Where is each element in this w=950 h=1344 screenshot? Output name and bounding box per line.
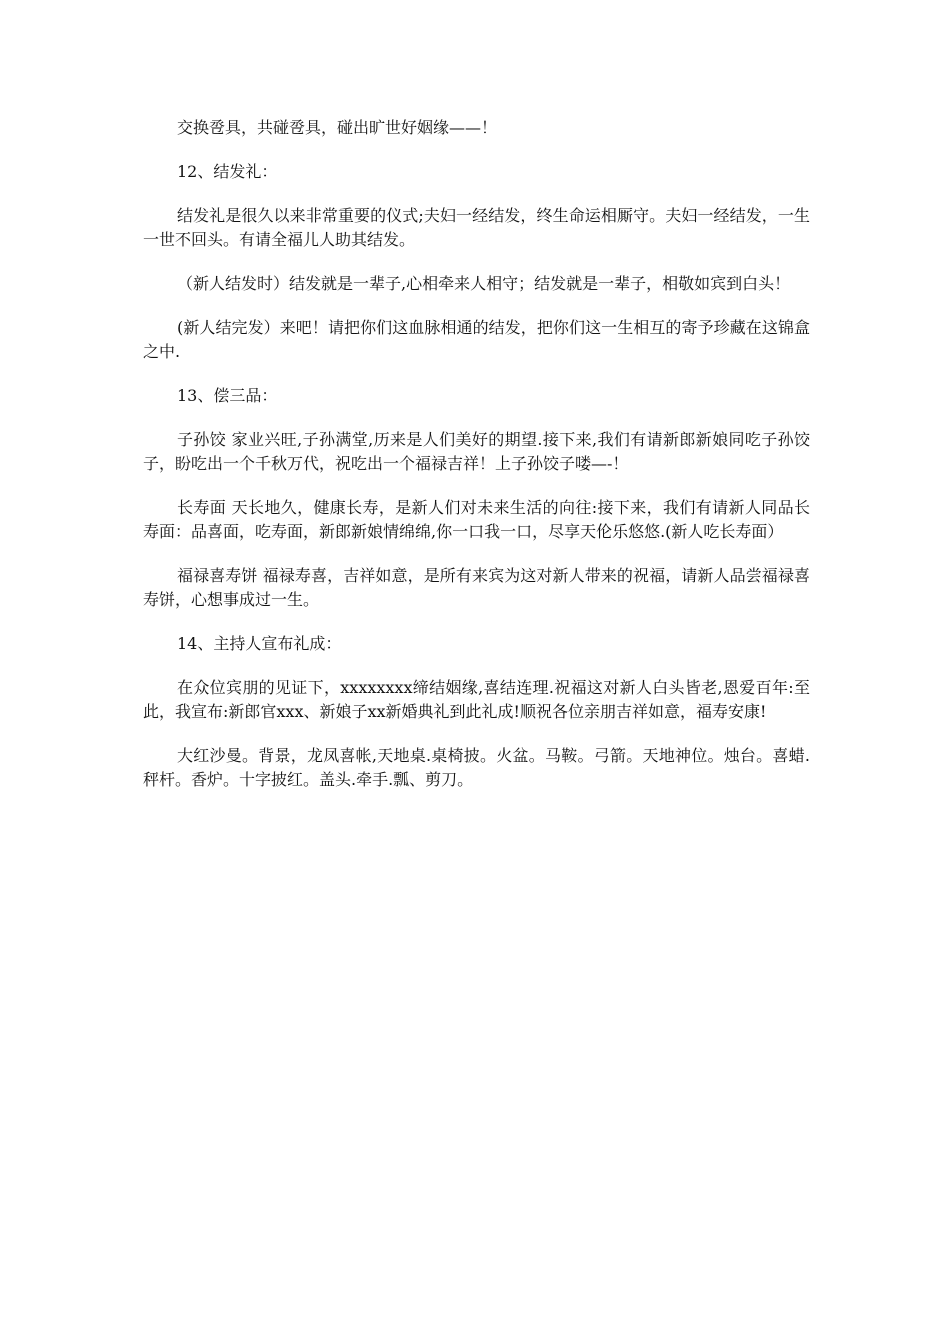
section-heading-14: 14、主持人宣布礼成： [177,634,342,653]
paragraph-hair-tying: （新人结发时）结发就是一辈子,心相牵来人相守；结发就是一辈子，相敬如宾到白头！ [177,274,791,293]
paragraph-exchange-cups: 交换卺具，共碰卺具，碰出旷世好姻缘——！ [177,118,498,137]
paragraph-dumplings: 子孙饺 家业兴旺,子孙满堂,历来是人们美好的期望.接下来,我们有请新郎新娘同吃子孙饺子，盼吃出一个千秋万代，祝吃出一个福禄吉祥！上子孙饺子喽—-！ [143,430,810,473]
section-heading-13: 13、偿三品： [177,386,278,405]
paragraph-hair-ritual: 结发礼是很久以来非常重要的仪式;夫妇一经结发，终生命运相厮守。夫妇一经结发，一生一世不回头。有请全福儿人助其结发。 [143,206,810,249]
section-heading-12: 12、结发礼： [177,162,278,181]
paragraph-ceremony-complete: 在众位宾朋的见证下，xxxxxxxx缔结姻缘,喜结连理.祝福这对新人白头皆老,恩爱百年:至此，我宣布:新郎官xxx、新娘子xx新婚典礼到此礼成!顺祝各位亲朋吉祥如意，福寿安康! [143,678,810,721]
paragraph-longevity-noodles: 长寿面 天长地久，健康长寿，是新人们对未来生活的向往:接下来，我们有请新人同品长寿面：品喜面，吃寿面，新郎新娘情绵绵,你一口我一口，尽享天伦乐悠悠.(新人吃长寿面） [143,498,810,541]
document-body [143,116,810,812]
paragraph-props-list: 大红沙曼。背景，龙凤喜帐,天地桌.桌椅披。火盆。马鞍。弓箭。天地神位。烛台。喜蜡.秤杆。香炉。十字披红。盖头.牵手.瓢、剪刀。 [143,746,810,789]
paragraph-fortune-cake: 福禄喜寿饼 福禄寿喜，吉祥如意，是所有来宾为这对新人带来的祝福，请新人品尝福禄喜寿饼，心想事成过一生。 [143,566,810,609]
paragraph-hair-done: (新人结完发）来吧！请把你们这血脉相通的结发，把你们这一生相互的寄予珍藏在这锦盒之中. [143,318,810,361]
